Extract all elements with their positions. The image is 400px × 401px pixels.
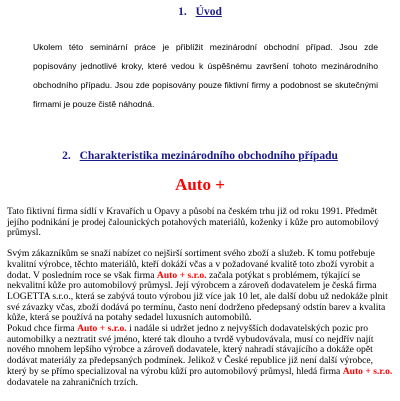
company-name-inline: Auto + s.r.o. [77, 323, 127, 335]
company-name-inline: Auto + s.r.o. [156, 269, 207, 281]
characteristics-body [7, 207, 393, 398]
text-run: Pokud chce firma [7, 323, 78, 335]
text-run: Svým zákazníkům se snaží nabízet co nejširší sortiment svého zboží a služeb. K tomu potřebuje kvalitní výrobce, těchto materiálů, kteří dokáží včas a v požadované kvalitě toto zboží vyrobit a dodat. V posledním roce se však firma [7, 248, 375, 281]
text-run: i nadále si udržet jedno z nejvyšších dodavatelských pozic pro automobilky a neztratit své jméno, které tak dlouho a tvrdě vybudovávala, musí co nejdřív najít nového mnohem lepšího výrobce a zároveň dodavatele, který nahradí stávajícího a dokáže opět dodávat materiály za předepsaných podmínek. Jelikož v České republice již není další výrobce, který by se přímo specializoval na výrobu kůží pro automobilový průmysl, hledá firma [7, 323, 374, 377]
section-number: 2. [62, 150, 71, 162]
intro-paragraph: Ukolem této seminární práce je přiblížit mezinárodní obchodní případ. Jsou zde popisovány jednotlivé kroky, které vedou k úspěšnému završení tohoto mezinárodního obchodního případu. Jsou zde popisovány pouze fiktivní firmy a podobnost se skutečnými firmami je pouze čistě náhodná. [33, 42, 378, 109]
body-paragraph: Tato fiktivní firma sídlí v Kravařích u Opavy a působí na českém trhu již od roku 1991. Předmět jejího podnikání je prodej čalounických potahových materiálů, koženky i kůže pro automobilový průmysl. [7, 206, 379, 239]
company-name-inline: Auto + s.r.o. [342, 365, 393, 377]
section-title[interactable]: Charakteristika mezinárodního obchodního případu [79, 150, 338, 162]
text-run: dodavatele na zahraničních trzích. [7, 376, 139, 388]
body-paragraph [7, 249, 393, 388]
section-heading-intro [0, 6, 400, 18]
section-number: 1. [178, 6, 187, 18]
company-name-heading: Auto + [175, 175, 225, 194]
text-run: začala potýkat s problémem, týkající se nekvalitní kůže pro automobilový průmysl. Její výrobcem a zároveň dodavatelem je česká firma LOGETTA s.r.o., která se zabývá touto výrobou již více jak 10 let, ale další dobu už nedokáže plnit své závazky včas, zboží dodává po termínu, často není dodrženo předepsaný odstín barev a kvalita kůže, která se používá na potahy sedadel luxusních automobilů. [7, 269, 388, 324]
section-title[interactable]: Úvod [195, 6, 222, 18]
section-heading-characteristics [0, 150, 400, 162]
